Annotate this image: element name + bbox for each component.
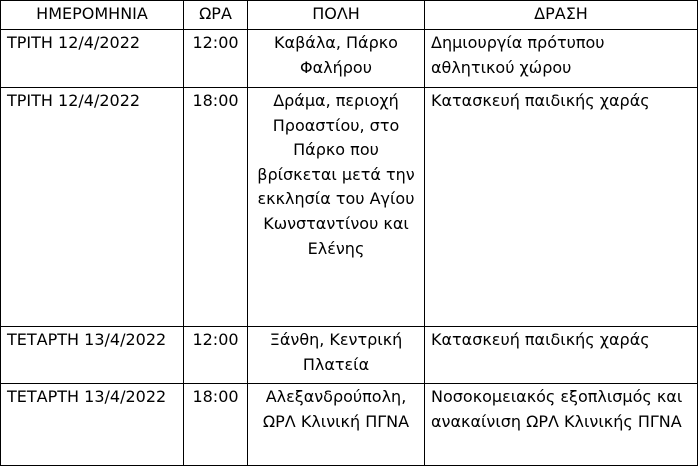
cell-action: Κατασκευή παιδικής χαράς [425, 88, 698, 327]
table-row [1, 88, 698, 327]
cell-city: Δράμα, περιοχή Προαστίου, στο Πάρκο που βρίσκεται μετά την εκκλησία του Αγίου Κωνσταντίνου και Ελένης [248, 88, 425, 327]
cell-action: Κατασκευή παιδικής χαράς [425, 327, 698, 384]
cell-time: 12:00 [184, 30, 248, 88]
cell-city: Αλεξανδρούπολη, ΩΡΛ Κλινική ΠΓΝΑ [248, 384, 425, 466]
header-date: ΗΜΕΡΟΜΗΝΙΑ [1, 1, 184, 30]
cell-time: 18:00 [184, 384, 248, 466]
cell-city: Ξάνθη, Κεντρική Πλατεία [248, 327, 425, 384]
cell-time: 18:00 [184, 88, 248, 327]
header-action: ΔΡΑΣΗ [425, 1, 698, 30]
table-row [1, 384, 698, 466]
header-row [1, 1, 698, 30]
cell-date: ΤΕΤΑΡΤΗ 13/4/2022 [1, 384, 184, 466]
header-time: ΩΡΑ [184, 1, 248, 30]
cell-city: Καβάλα, Πάρκο Φαλήρου [248, 30, 425, 88]
table-row [1, 30, 698, 88]
cell-time: 12:00 [184, 327, 248, 384]
cell-action: Νοσοκομειακός εξοπλισμός και ανακαίνιση ΩΡΛ Κλινικής ΠΓΝΑ [425, 384, 698, 466]
table-row [1, 327, 698, 384]
cell-date: ΤΕΤΑΡΤΗ 13/4/2022 [1, 327, 184, 384]
cell-date: ΤΡΙΤΗ 12/4/2022 [1, 88, 184, 327]
header-city: ΠΟΛΗ [248, 1, 425, 30]
cell-date: ΤΡΙΤΗ 12/4/2022 [1, 30, 184, 88]
cell-action: Δημιουργία πρότυπου αθλητικού χώρου [425, 30, 698, 88]
